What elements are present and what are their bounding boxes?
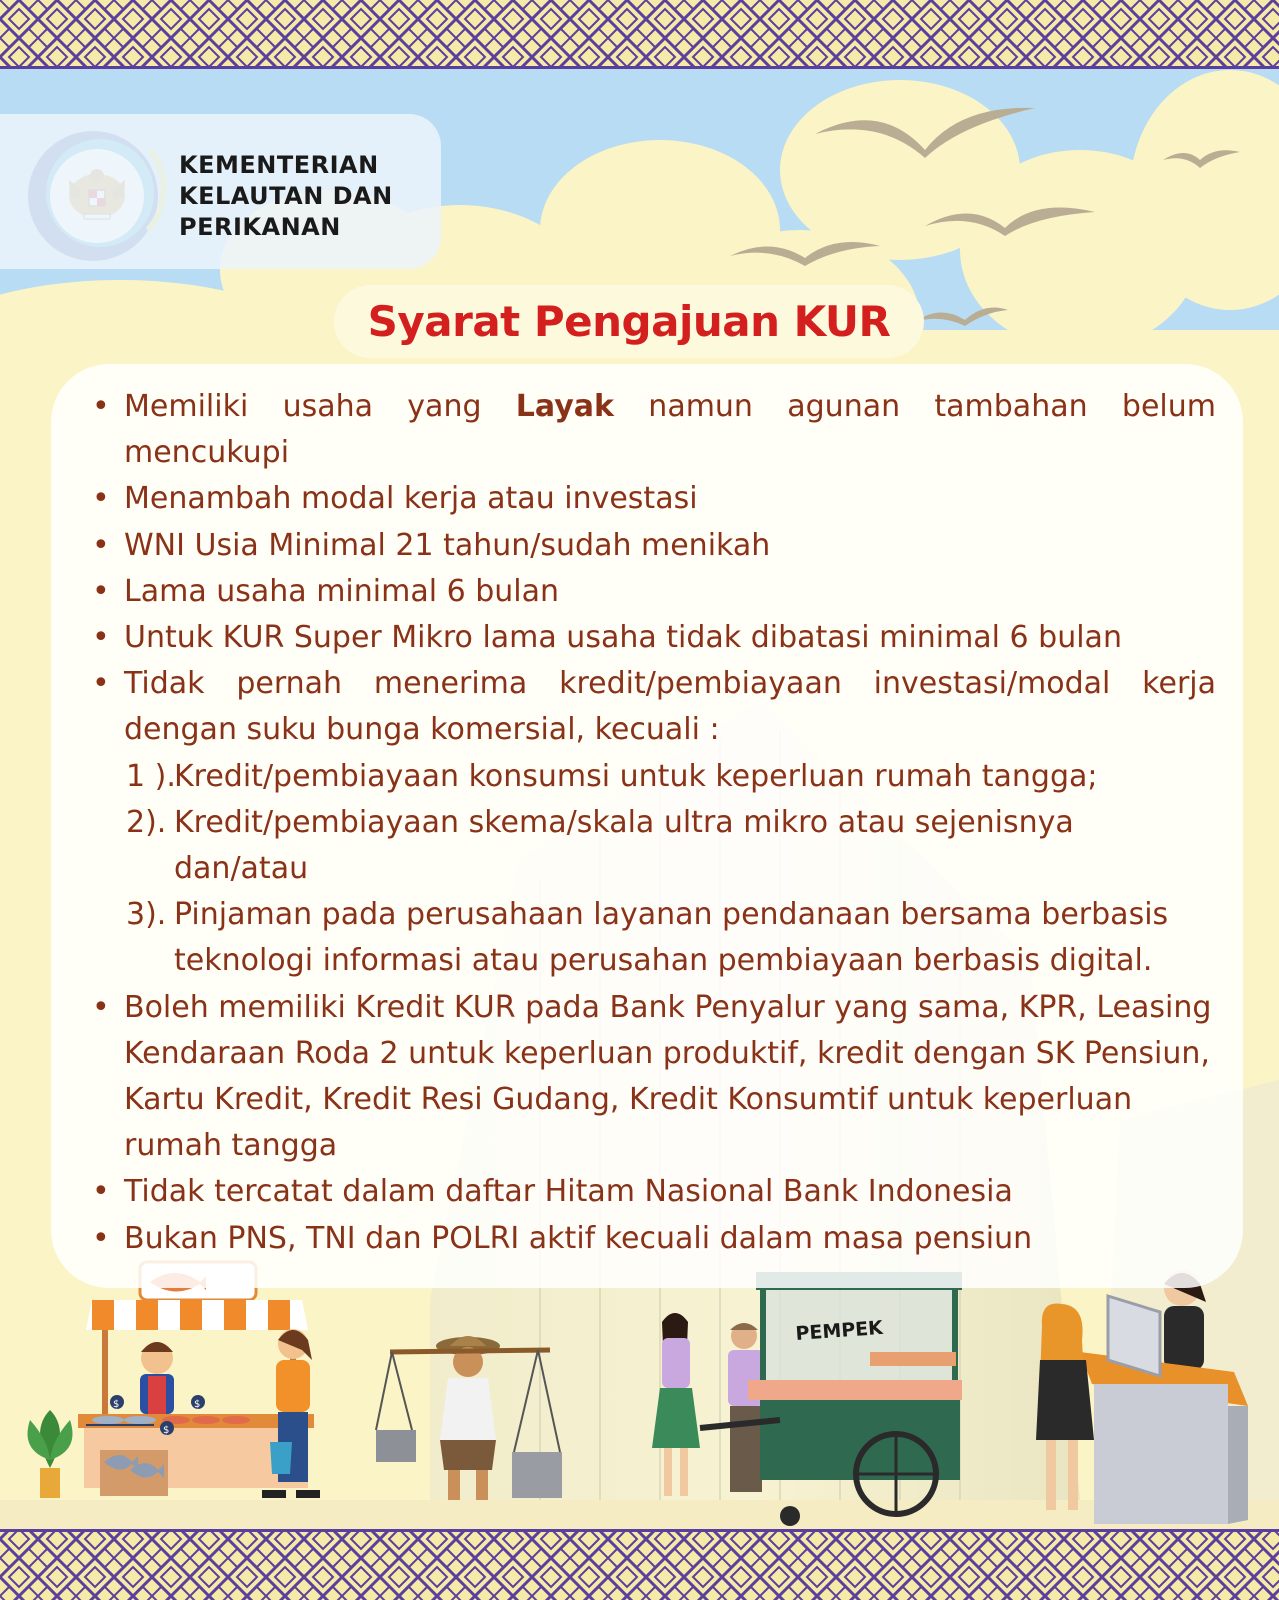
price-tag-label: $ bbox=[194, 1399, 201, 1410]
cart-sign: PEMPEK bbox=[794, 1316, 884, 1345]
price-tag-label: $ bbox=[113, 1399, 120, 1410]
requirement-bold-text: Layak bbox=[515, 389, 614, 424]
requirement-item: • WNI Usia Minimal 21 tahun/sudah menikah bbox=[92, 523, 1216, 569]
price-tag-label: $ bbox=[163, 1425, 170, 1436]
exception-number: 3). bbox=[126, 897, 167, 933]
requirement-item: • Untuk KUR Super Mikro lama usaha tidak dibatasi minimal 6 bulan bbox=[92, 615, 1216, 661]
requirement-text: Memiliki usaha yang bbox=[124, 389, 516, 424]
exception-text: Kredit/pembiayaan skema/skala ultra mikro atau sejenisnya dan/atau bbox=[174, 804, 1074, 887]
page-title: Syarat Pengajuan KUR bbox=[367, 297, 891, 346]
exception-list bbox=[124, 754, 1216, 985]
requirements-list bbox=[92, 384, 1216, 1262]
exception-text: Kredit/pembiayaan konsumsi untuk keperluan rumah tangga; bbox=[174, 758, 1098, 794]
requirement-item bbox=[92, 384, 1216, 476]
ministry-name-line: KELAUTAN DAN bbox=[179, 182, 393, 210]
exception-number: 1 ). bbox=[126, 758, 176, 794]
exception-item bbox=[124, 800, 1216, 892]
requirement-item: • Menambah modal kerja atau investasi bbox=[92, 476, 1216, 522]
exception-number: 2). bbox=[126, 804, 167, 840]
exception-text: Pinjaman pada perusahaan layanan pendanaan bersama berbasis teknologi informasi atau perusahan pembiayaan berbasis digital. bbox=[174, 897, 1169, 979]
requirement-item: • Boleh memiliki Kredit KUR pada Bank Penyalur yang sama, KPR, Leasing Kendaraan Roda 2 untuk keperluan produktif, kredit dengan SK Pensiun, Kartu Kredit, Kredit Resi Gudang, Kredit Konsumtif untuk keperluan rumah tangga bbox=[92, 985, 1216, 1170]
requirement-text: • Tidak pernah menerima kredit/pembiayaan investasi/modal kerja dengan suku bunga komersial, kecuali : bbox=[124, 666, 1216, 748]
requirement-text: namun agunan tambahan belum mencukupi bbox=[124, 389, 1216, 471]
requirement-item: • Tidak tercatat dalam daftar Hitam Nasional Bank Indonesia bbox=[92, 1169, 1216, 1215]
requirement-item bbox=[92, 661, 1216, 984]
ministry-name bbox=[179, 150, 393, 243]
ministry-name-line: PERIKANAN bbox=[179, 213, 341, 241]
exception-item bbox=[124, 892, 1216, 984]
requirement-item: • Bukan PNS, TNI dan POLRI aktif kecuali dalam masa pensiun bbox=[92, 1216, 1216, 1262]
exception-item bbox=[124, 754, 1216, 800]
requirement-item: • Lama usaha minimal 6 bulan bbox=[92, 569, 1216, 615]
ministry-name-line: KEMENTERIAN bbox=[179, 151, 379, 179]
